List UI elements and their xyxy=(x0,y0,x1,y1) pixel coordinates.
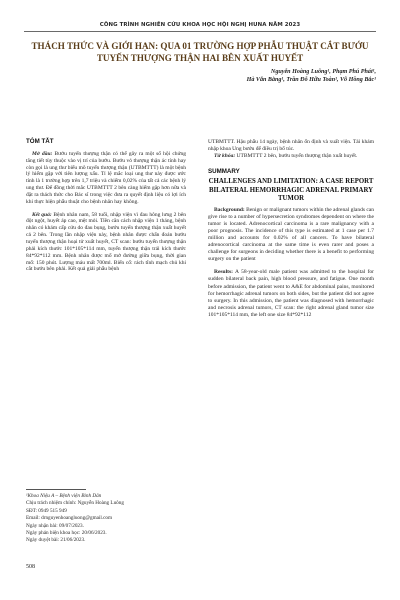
left-column xyxy=(26,139,186,273)
abstract-en-results xyxy=(208,269,374,319)
background-label: Background: xyxy=(214,206,245,213)
footnote-reviewed: Ngày phản biện khoa học: 20/06/2023. xyxy=(26,530,107,537)
summary-heading: SUMMARY xyxy=(208,167,240,175)
en-results-text: A 58-year-old male patient was admitted to the hospital for sudden bilateral back pain, high blood pressure, and fatigue. One month before admission, the patient went to A&E for abdominal pains, monitored for hemorrhagic adrenal tumors on both sides, but the patient did not agree to surgery. In this admission, the patient was diagnosed with hemorrhagic and necrosis adrenal tumors, CT scan: the right adrenal gland tumor size 101*105*114 mm, the left one size 84*92*112 xyxy=(208,269,374,318)
page-number: 508 xyxy=(26,564,35,570)
abstract-en-background xyxy=(208,207,374,264)
objective-label: Mở đầu: xyxy=(32,150,53,157)
footnote-affiliation: ¹Khoa Niệu A – Bệnh viện Bình Dân xyxy=(26,493,102,499)
footnote-phone: SĐT: 0949 515 949 xyxy=(26,507,67,514)
en-results-label: Results: xyxy=(214,269,233,276)
keywords-text: UTBMTTT 2 bên, bướu tuyến thượng thận xuất huyết. xyxy=(236,152,358,159)
right-column xyxy=(208,139,374,319)
abstract-vi-results-cont: UTBMTTT. Hậu phẫu 14 ngày, bệnh nhân ổn định và xuất viện. Tái khám nhập khoa Ung bướu để điều trị bổ túc. xyxy=(208,139,374,152)
authors-line-1: Nguyễn Hoàng Luông¹, Phạm Phú Phát¹, xyxy=(270,69,376,75)
header-rule xyxy=(24,31,376,32)
objective-text: Bướu tuyến thượng thận có thể gây ra một số hội chứng tăng tiết tùy thuộc vào vị trí của bướu. Bướu vỏ thượng thận ác tính hay còn gọi là ung thư biểu mô tuyến thượng thận (UTBMTTT) là một bệnh lý hiếm gặp với tiên lượng xấu. Tỉ lệ mắc loại ung thư này được ước tính là 1 trường hợp trên 1,7 triệu và chiếm 0,02% của tất cả các bệnh lý ung thư. Để đồng thời mắc UTBMTTT 2 bên càng hiếm gặp hơn nữa và đặt ra thách thức cho Bác sĩ trong việc đưa ra quyết định liệu có lợi ích khi thực hiện phẫu thuật cho bệnh nhân hay không. xyxy=(26,150,186,205)
authors-line-2: Hà Văn Bằng¹, Trần Đỗ Hữu Toàn¹, Võ Hồng Bắc¹ xyxy=(246,77,376,84)
results-label: Kết quả: xyxy=(32,211,52,218)
abstract-vi-objective xyxy=(26,151,186,206)
footnote-responsible: Chịu trách nhiệm chính: Nguyễn Hoàng Luông xyxy=(26,500,124,507)
footnote xyxy=(26,493,191,545)
abstract-vi-results xyxy=(26,212,186,274)
article-title: THÁCH THỨC VÀ GIỚI HẠN: QUA 01 TRƯỜNG HỢP PHẪU THUẬT CẮT BƯỚU TUYẾN THƯỢNG THẬN HAI BÊN XUẤT HUYẾT xyxy=(31,41,369,63)
footnote-received: Ngày nhận bài: 09/07/2023. xyxy=(26,522,84,529)
english-title: CHALLENGES AND LIMITATION: A CASE REPORT BILATERAL HEMORRHAGIC ADRENAL PRIMARY TUMOR xyxy=(208,178,374,203)
keywords-label: Từ khóa: xyxy=(214,152,236,159)
running-header: CÔNG TRÌNH NGHIÊN CỨU KHOA HỌC HỘI NGHỊ HUNA NĂM 2023 xyxy=(99,22,301,28)
results-text: Bệnh nhân nam, 58 tuổi, nhập viện vì đau hông lưng 2 bên đột ngột, huyết áp cao, mệt mỏi. Tiền căn cách nhập viện 1 tháng, bệnh nhân có khám cấp cứu do đau bụng, bướu tuyến thượng thận xuất huyết cả 2 bên. Trong lần nhập viện này, bệnh nhân được chẩn đoán bướu tuyến thượng thận hoại tử xuất huyết, CT scan: bướu tuyến thượng thận phải kích thước 101*105*114 mm, tuyến thượng thận trái kích thước 84*92*112 mm. Bệnh nhân được mổ mở đường giữa bụng, thời gian mổ: 150 phút. Lượng máu mất 700ml. Biến cố: rách tĩnh mạch chủ khi cắt bướu bên phải. Kết quả giải phẫu bệnh xyxy=(26,211,187,273)
abstract-vi-keywords xyxy=(208,153,374,160)
author-list xyxy=(116,68,376,85)
footnote-rule xyxy=(26,489,86,490)
abstract-vi-heading: TÓM TẮT xyxy=(26,138,54,145)
footnote-accepted: Ngày duyệt bài: 21/06/2023. xyxy=(26,537,86,544)
footnote-email: Email: drnguyenhoangluong@gmail.com xyxy=(26,515,113,522)
background-text: Benign or malignant tumors within the adrenal glands can give rise to a number of hypersecretion syndromes dependent on where the tumor is located. Adrenocortical carcinoma is a rare malignancy with a poor prognosis. The incidence of this type is estimated at 1 case per 1.7 million and accounts for 0.02% of all cancers. To have bilateral adrenocortical carcinoma at the same time is even rarer and poses a challenge for surgeons in deciding whether there is a benefit to performing surgery on the patient xyxy=(208,206,374,263)
